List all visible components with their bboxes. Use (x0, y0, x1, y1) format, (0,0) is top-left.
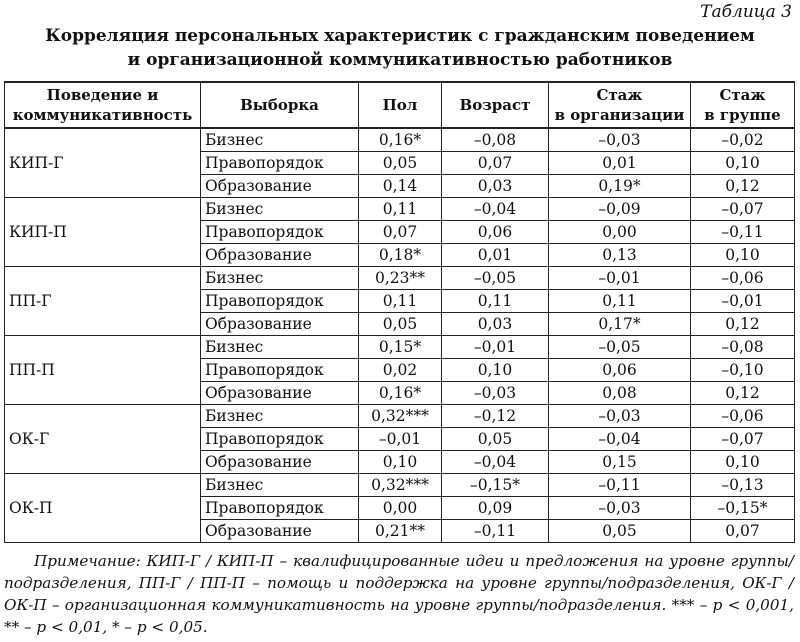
tenure-group-cell: –0,08 (691, 336, 795, 359)
tenure-org-cell: –0,04 (549, 428, 691, 451)
tenure-org-cell: 0,01 (549, 152, 691, 175)
table-row (5, 128, 795, 152)
age-cell: 0,01 (442, 244, 549, 267)
sample-cell: Правопорядок (201, 359, 359, 382)
age-cell: 0,03 (442, 175, 549, 198)
group-label: ПП-Г (5, 267, 201, 336)
sample-cell: Бизнес (201, 198, 359, 221)
tenure-org-cell: –0,09 (549, 198, 691, 221)
gender-cell: 0,00 (359, 497, 442, 520)
gender-cell: 0,05 (359, 313, 442, 336)
header-tenure-group: Стаж в группе (691, 82, 795, 128)
age-cell: –0,11 (442, 520, 549, 543)
tenure-group-cell: –0,10 (691, 359, 795, 382)
table-note: Примечание: КИП-Г / КИП-П – квалифицированные идеи и предложения на уровне группы/подразделения, ПП-Г / ПП-П – помощь и поддержка на уровне группы/подразделения, ОК-Г / ОК-П – организационная коммуникативность на уровне группы/подразделения. *** – p < 0,001, ** – p < 0,01, * – p < 0,05. (4, 552, 794, 636)
tenure-org-cell: 0,00 (549, 221, 691, 244)
table-header (5, 82, 795, 128)
group-label: КИП-Г (5, 128, 201, 198)
tenure-group-cell: –0,11 (691, 221, 795, 244)
age-cell: –0,01 (442, 336, 549, 359)
tenure-org-cell: –0,05 (549, 336, 691, 359)
sample-cell: Образование (201, 520, 359, 543)
sample-cell: Бизнес (201, 128, 359, 152)
gender-cell: 0,05 (359, 152, 442, 175)
table-row (5, 198, 795, 221)
gender-cell: 0,32*** (359, 474, 442, 497)
age-cell: –0,15* (442, 474, 549, 497)
tenure-org-cell: 0,06 (549, 359, 691, 382)
age-cell: 0,10 (442, 359, 549, 382)
tenure-group-cell: 0,07 (691, 520, 795, 543)
gender-cell: 0,14 (359, 175, 442, 198)
table-row (5, 474, 795, 497)
sample-cell: Бизнес (201, 336, 359, 359)
gender-cell: 0,23** (359, 267, 442, 290)
tenure-org-cell: –0,03 (549, 405, 691, 428)
group-label: ОК-П (5, 474, 201, 543)
table-row (5, 336, 795, 359)
sample-cell: Правопорядок (201, 221, 359, 244)
sample-cell: Образование (201, 451, 359, 474)
tenure-group-cell: 0,12 (691, 313, 795, 336)
tenure-org-cell: –0,11 (549, 474, 691, 497)
tenure-group-cell: 0,10 (691, 451, 795, 474)
sample-cell: Бизнес (201, 405, 359, 428)
tenure-group-cell: –0,06 (691, 405, 795, 428)
header-gender: Пол (359, 82, 442, 128)
tenure-org-cell: 0,08 (549, 382, 691, 405)
sample-cell: Правопорядок (201, 290, 359, 313)
header-behavior: Поведение и коммуникативность (5, 82, 201, 128)
tenure-org-cell: 0,17* (549, 313, 691, 336)
gender-cell: 0,10 (359, 451, 442, 474)
tenure-group-cell: –0,01 (691, 290, 795, 313)
age-cell: 0,11 (442, 290, 549, 313)
tenure-org-cell: 0,15 (549, 451, 691, 474)
gender-cell: 0,32*** (359, 405, 442, 428)
tenure-group-cell: 0,12 (691, 175, 795, 198)
table-number-label: Таблица 3 (700, 2, 792, 22)
table-body (5, 128, 795, 543)
age-cell: 0,07 (442, 152, 549, 175)
tenure-group-cell: 0,12 (691, 382, 795, 405)
tenure-org-cell: 0,05 (549, 520, 691, 543)
group-label: КИП-П (5, 198, 201, 267)
sample-cell: Правопорядок (201, 152, 359, 175)
tenure-org-cell: 0,13 (549, 244, 691, 267)
age-cell: 0,05 (442, 428, 549, 451)
gender-cell: 0,11 (359, 198, 442, 221)
tenure-org-cell: –0,03 (549, 128, 691, 152)
sample-cell: Бизнес (201, 267, 359, 290)
table-row (5, 267, 795, 290)
tenure-group-cell: –0,07 (691, 428, 795, 451)
age-cell: 0,06 (442, 221, 549, 244)
sample-cell: Образование (201, 313, 359, 336)
tenure-group-cell: –0,15* (691, 497, 795, 520)
group-label: ПП-П (5, 336, 201, 405)
sample-cell: Образование (201, 244, 359, 267)
tenure-org-cell: –0,01 (549, 267, 691, 290)
tenure-group-cell: –0,13 (691, 474, 795, 497)
age-cell: –0,12 (442, 405, 549, 428)
header-tenure-org: Стаж в организации (549, 82, 691, 128)
gender-cell: 0,07 (359, 221, 442, 244)
age-cell: –0,04 (442, 198, 549, 221)
tenure-group-cell: 0,10 (691, 152, 795, 175)
header-sample: Выборка (201, 82, 359, 128)
gender-cell: 0,21** (359, 520, 442, 543)
tenure-org-cell: –0,03 (549, 497, 691, 520)
gender-cell: 0,18* (359, 244, 442, 267)
header-age: Возраст (442, 82, 549, 128)
gender-cell: 0,02 (359, 359, 442, 382)
tenure-group-cell: –0,06 (691, 267, 795, 290)
age-cell: –0,04 (442, 451, 549, 474)
group-label: ОК-Г (5, 405, 201, 474)
sample-cell: Правопорядок (201, 497, 359, 520)
gender-cell: 0,16* (359, 382, 442, 405)
table-row (5, 405, 795, 428)
gender-cell: 0,15* (359, 336, 442, 359)
age-cell: 0,09 (442, 497, 549, 520)
gender-cell: 0,16* (359, 128, 442, 152)
gender-cell: 0,11 (359, 290, 442, 313)
tenure-group-cell: –0,02 (691, 128, 795, 152)
caption-line-1: Корреляция персональных характеристик с гражданским поведением (45, 26, 755, 46)
gender-cell: –0,01 (359, 428, 442, 451)
sample-cell: Бизнес (201, 474, 359, 497)
sample-cell: Правопорядок (201, 428, 359, 451)
age-cell: –0,03 (442, 382, 549, 405)
age-cell: –0,05 (442, 267, 549, 290)
tenure-org-cell: 0,19* (549, 175, 691, 198)
tenure-group-cell: 0,10 (691, 244, 795, 267)
age-cell: –0,08 (442, 128, 549, 152)
tenure-org-cell: 0,11 (549, 290, 691, 313)
table-caption (0, 24, 800, 72)
tenure-group-cell: –0,07 (691, 198, 795, 221)
age-cell: 0,03 (442, 313, 549, 336)
correlation-table (4, 81, 795, 543)
sample-cell: Образование (201, 382, 359, 405)
caption-line-2: и организационной коммуникативностью работников (127, 50, 673, 70)
sample-cell: Образование (201, 175, 359, 198)
